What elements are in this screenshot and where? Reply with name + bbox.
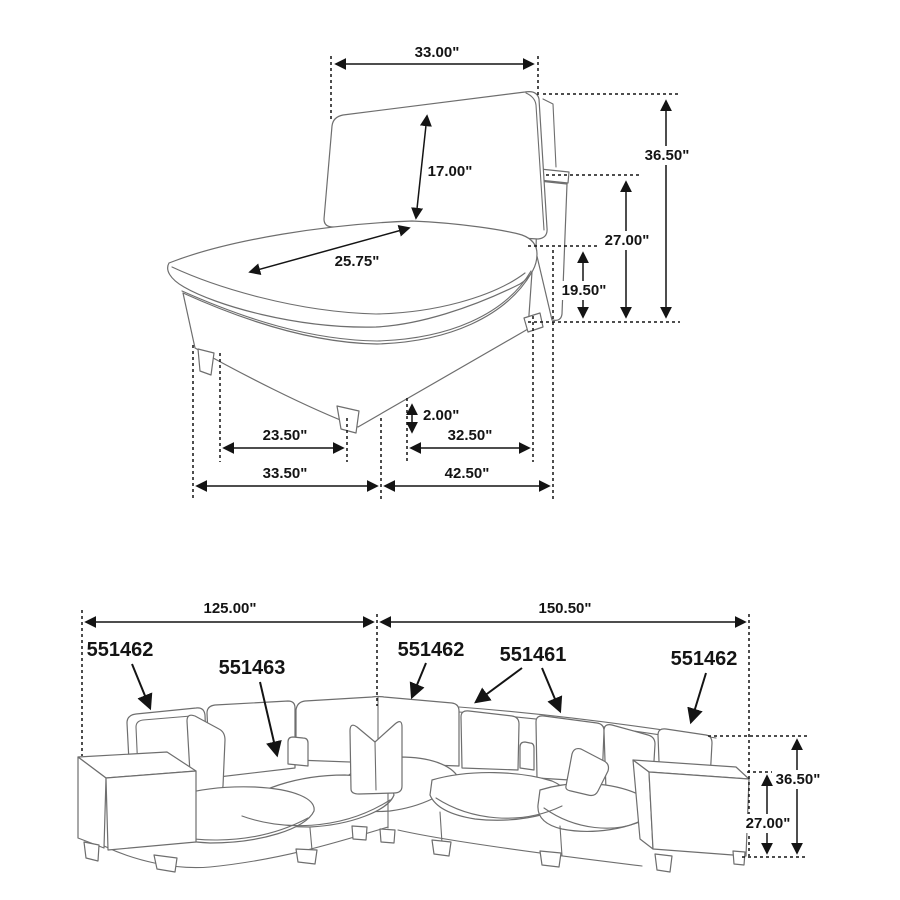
sofa-left-arm-front (106, 771, 196, 850)
sku-callout-left-arm (87, 639, 154, 708)
sectional-art (78, 697, 749, 873)
sku-callout-right-arm (671, 648, 738, 722)
sofa-leg (380, 829, 395, 843)
dim-sectional-right-width-label: 150.50" (538, 600, 592, 617)
chair-leg-left (198, 349, 214, 375)
dim-back-height-label: 27.00" (604, 232, 650, 249)
sku-label-corner: 551462 (397, 639, 465, 661)
dim-front-leg-spacing (224, 427, 343, 448)
sku-label-right-arm: 551462 (670, 648, 738, 670)
sku-label-armless: 551463 (218, 657, 286, 679)
dim-inner-depth (411, 427, 529, 448)
dim-overall-height (641, 101, 693, 317)
sku-callout-corner (398, 639, 465, 697)
sofa-leg (432, 840, 451, 856)
sofa-right-arm-front (649, 772, 749, 856)
dim-sectional-overall-height (772, 740, 824, 853)
sofa-leg (655, 854, 672, 872)
sofa-leg (540, 851, 561, 867)
sofa-frame-tab (520, 742, 534, 770)
dim-leg-height-label: 2.00" (423, 407, 460, 424)
sofa-leg (296, 849, 317, 864)
dim-width-left-label: 33.50" (262, 465, 308, 482)
dim-back-cushion-label: 17.00" (427, 163, 473, 180)
dim-back-width (336, 44, 533, 64)
sku-callout-middle (476, 644, 566, 711)
chair-leg-front (337, 406, 359, 433)
sofa-back-cushion (461, 711, 519, 770)
dim-overall-depth-label: 42.50" (444, 465, 490, 482)
dim-seat-height (558, 253, 610, 317)
dim-sectional-arm-height-label: 27.00" (745, 815, 791, 832)
dim-front-leg-spacing-label: 23.50" (262, 427, 308, 444)
sofa-leg (352, 826, 367, 840)
dim-seat-depth-label: 25.75" (334, 253, 380, 270)
dim-width-left (197, 465, 377, 486)
sku-label-middle: 551461 (499, 644, 567, 666)
dim-inner-depth-label: 32.50" (447, 427, 493, 444)
dim-sectional-right-width (381, 600, 745, 622)
sofa-frame-tab (288, 737, 308, 766)
dim-overall-height-label: 36.50" (644, 147, 690, 164)
dim-overall-depth (385, 465, 549, 486)
sofa-leg (733, 851, 745, 865)
chair-diagram (168, 44, 693, 500)
chair-back-frame-edge (543, 99, 556, 167)
dim-seat-height-label: 19.50" (561, 282, 607, 299)
sofa-leg (154, 855, 177, 872)
dim-sectional-left-width-label: 125.00" (203, 600, 257, 617)
dim-back-width-label: 33.00" (414, 44, 460, 61)
dim-sectional-overall-height-label: 36.50" (775, 771, 821, 788)
sofa-leg (84, 842, 99, 861)
dim-sectional-left-width (86, 600, 373, 622)
sectional-diagram (78, 600, 824, 872)
sku-label-left-arm: 551462 (86, 639, 154, 661)
